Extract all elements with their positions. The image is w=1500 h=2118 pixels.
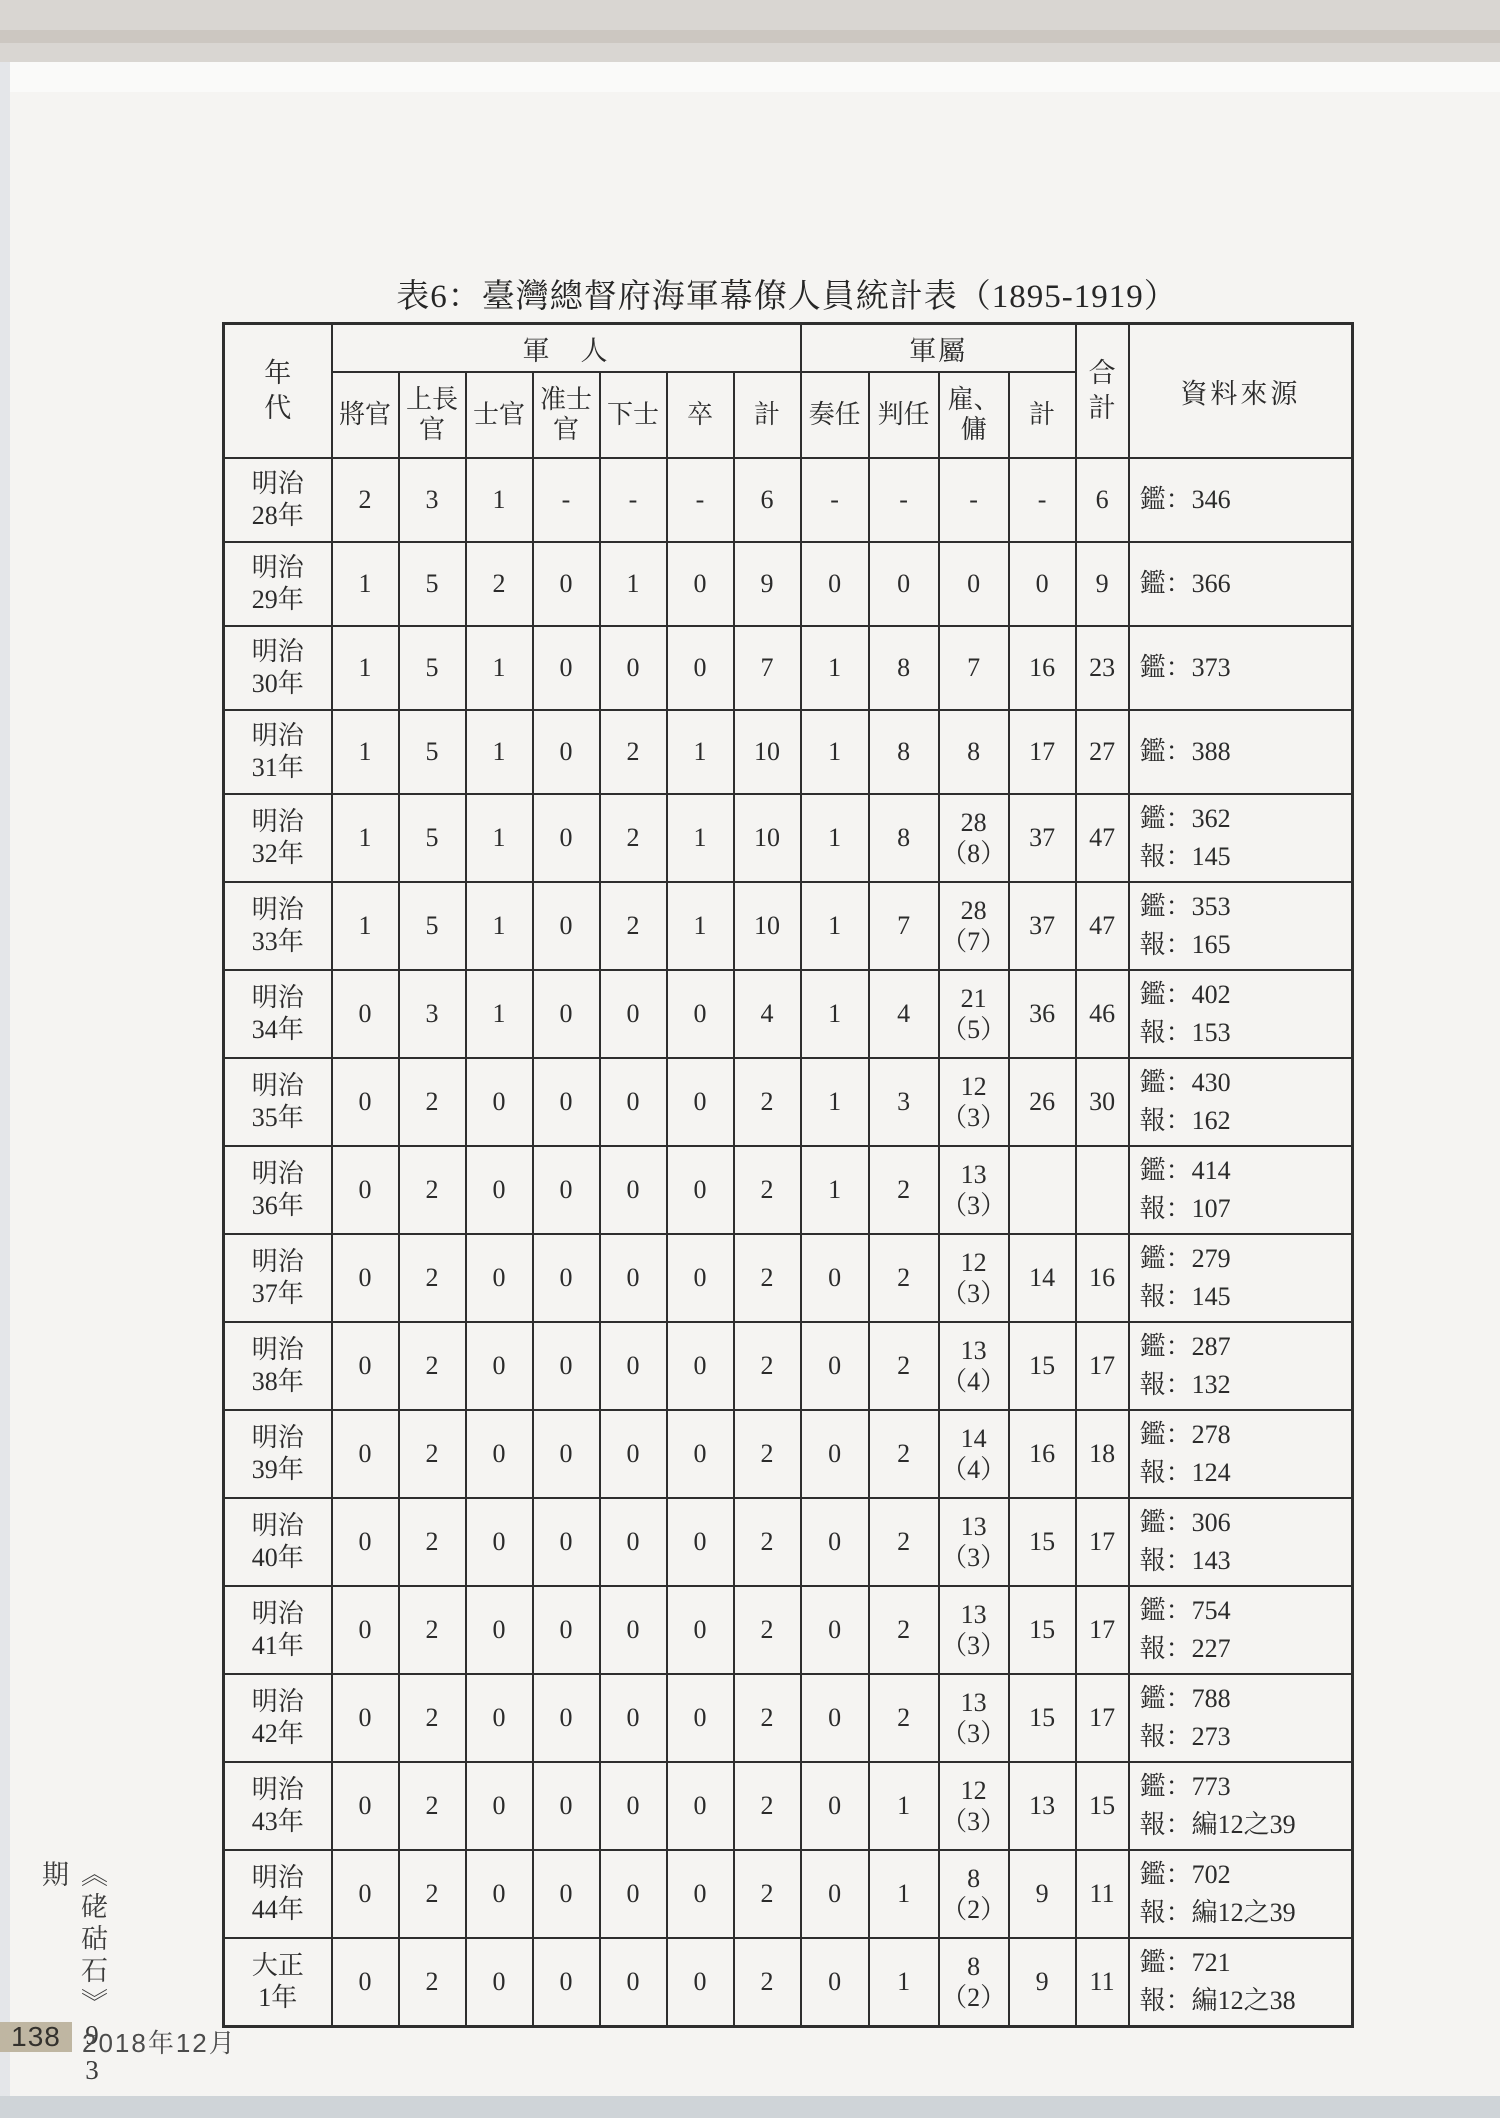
data-cell: 11 <box>1076 1938 1129 2027</box>
table-row <box>224 1762 1353 1850</box>
data-cell: 13 （3） <box>939 1674 1009 1762</box>
data-cell: 30 <box>1076 1058 1129 1146</box>
table-row <box>224 1058 1353 1146</box>
data-cell: 0 <box>533 1498 600 1586</box>
table-row <box>224 970 1353 1058</box>
table-row <box>224 1322 1353 1410</box>
data-cell: 18 <box>1076 1410 1129 1498</box>
data-cell: 0 <box>533 1058 600 1146</box>
data-cell: 2 <box>734 1850 801 1938</box>
data-cell: 3 <box>399 458 466 542</box>
data-cell: 0 <box>533 1410 600 1498</box>
data-cell: 0 <box>667 1938 734 2027</box>
data-cell: 0 <box>466 1586 533 1674</box>
data-cell: 2 <box>869 1234 939 1322</box>
data-cell: 0 <box>600 1146 667 1234</box>
data-cell <box>1076 1146 1129 1234</box>
scan-bottom-edge <box>0 2096 1500 2118</box>
data-cell: 0 <box>332 1674 399 1762</box>
source-cell: 鑑：430 報：162 <box>1129 1058 1353 1146</box>
data-cell: 37 <box>1009 882 1076 970</box>
page-number: 138 <box>11 2021 61 2052</box>
data-cell: 1 <box>332 710 399 794</box>
data-cell: 0 <box>1009 542 1076 626</box>
data-cell: 3 <box>869 1058 939 1146</box>
col-header-employees: 雇、 傭 <box>939 372 1009 458</box>
col-header-grand-total: 合 計 <box>1076 324 1129 459</box>
source-cell: 鑑：754 報：227 <box>1129 1586 1353 1674</box>
data-cell: 9 <box>1076 542 1129 626</box>
data-cell: - <box>801 458 869 542</box>
col-header-general-officers: 將官 <box>332 372 399 458</box>
year-cell: 明治 43年 <box>224 1762 332 1850</box>
data-cell: 47 <box>1076 882 1129 970</box>
data-cell: 2 <box>399 1234 466 1322</box>
year-cell: 明治 28年 <box>224 458 332 542</box>
data-cell: 0 <box>332 1850 399 1938</box>
data-cell: 0 <box>533 1938 600 2027</box>
table-row <box>224 1674 1353 1762</box>
data-cell: 0 <box>801 1938 869 2027</box>
data-cell: 8 <box>939 710 1009 794</box>
data-cell: 0 <box>533 1234 600 1322</box>
data-cell: 9 <box>1009 1938 1076 2027</box>
data-cell: 0 <box>667 1058 734 1146</box>
header-row-groups <box>224 324 1353 373</box>
data-cell: 15 <box>1009 1322 1076 1410</box>
data-cell: 46 <box>1076 970 1129 1058</box>
data-cell: 1 <box>869 1850 939 1938</box>
data-cell: 12 （3） <box>939 1762 1009 1850</box>
data-cell: 1 <box>801 970 869 1058</box>
data-cell: 1 <box>466 970 533 1058</box>
data-cell: 2 <box>600 710 667 794</box>
data-cell: 0 <box>939 542 1009 626</box>
data-cell: 12 （3） <box>939 1058 1009 1146</box>
data-cell: 0 <box>667 1586 734 1674</box>
data-cell: 2 <box>869 1498 939 1586</box>
data-cell: 6 <box>734 458 801 542</box>
data-cell: 2 <box>466 542 533 626</box>
data-cell: 17 <box>1076 1674 1129 1762</box>
source-cell: 鑑：366 <box>1129 542 1353 626</box>
data-cell: 0 <box>801 1234 869 1322</box>
source-cell: 鑑：278 報：124 <box>1129 1410 1353 1498</box>
source-cell: 鑑：279 報：145 <box>1129 1234 1353 1322</box>
data-cell: 2 <box>399 1410 466 1498</box>
data-cell: 8 （2） <box>939 1938 1009 2027</box>
data-cell: 4 <box>869 970 939 1058</box>
data-cell: 13 （3） <box>939 1498 1009 1586</box>
data-cell: 2 <box>734 1498 801 1586</box>
data-cell: 0 <box>466 1674 533 1762</box>
year-cell: 明治 34年 <box>224 970 332 1058</box>
data-cell: 0 <box>667 1850 734 1938</box>
source-cell: 鑑：388 <box>1129 710 1353 794</box>
data-cell: - <box>939 458 1009 542</box>
data-cell: 0 <box>600 1410 667 1498</box>
data-cell: 7 <box>939 626 1009 710</box>
data-cell: 0 <box>466 1146 533 1234</box>
data-cell: 2 <box>600 882 667 970</box>
data-cell <box>1009 1146 1076 1234</box>
data-cell: 0 <box>466 1762 533 1850</box>
scan-left-edge <box>0 62 10 2096</box>
data-cell: 21 （5） <box>939 970 1009 1058</box>
data-cell: 1 <box>466 882 533 970</box>
data-cell: 0 <box>801 1322 869 1410</box>
data-cell: 8 <box>869 626 939 710</box>
data-cell: 2 <box>399 1146 466 1234</box>
data-cell: 1 <box>466 794 533 882</box>
source-cell: 鑑：287 報：132 <box>1129 1322 1353 1410</box>
data-cell: 0 <box>466 1938 533 2027</box>
data-cell: 5 <box>399 626 466 710</box>
data-cell: 2 <box>399 1498 466 1586</box>
data-cell: 0 <box>332 1322 399 1410</box>
data-cell: 2 <box>600 794 667 882</box>
data-cell: 27 <box>1076 710 1129 794</box>
data-cell: 37 <box>1009 794 1076 882</box>
year-cell: 明治 41年 <box>224 1586 332 1674</box>
table-row <box>224 1234 1353 1322</box>
data-cell: - <box>533 458 600 542</box>
data-cell: 0 <box>332 1410 399 1498</box>
data-cell: 1 <box>801 710 869 794</box>
data-cell: - <box>667 458 734 542</box>
data-cell: 1 <box>869 1762 939 1850</box>
data-cell: 0 <box>533 1586 600 1674</box>
data-cell: 2 <box>399 1322 466 1410</box>
year-cell: 明治 42年 <box>224 1674 332 1762</box>
table-row <box>224 710 1353 794</box>
data-cell: 0 <box>533 794 600 882</box>
col-header-military-subtotal: 計 <box>734 372 801 458</box>
data-cell: 0 <box>801 1850 869 1938</box>
data-cell: 0 <box>667 542 734 626</box>
data-cell: 0 <box>801 1762 869 1850</box>
year-cell: 明治 33年 <box>224 882 332 970</box>
data-cell: 1 <box>332 626 399 710</box>
data-cell: 1 <box>466 458 533 542</box>
data-cell: 14 <box>1009 1234 1076 1322</box>
data-cell: 0 <box>600 1762 667 1850</box>
col-header-civilian-subtotal: 計 <box>1009 372 1076 458</box>
data-cell: 17 <box>1009 710 1076 794</box>
year-cell: 明治 40年 <box>224 1498 332 1586</box>
data-cell: 15 <box>1009 1498 1076 1586</box>
data-cell: 14 （4） <box>939 1410 1009 1498</box>
data-cell: 2 <box>734 1410 801 1498</box>
data-cell: 8 （2） <box>939 1850 1009 1938</box>
data-cell: 15 <box>1009 1674 1076 1762</box>
data-cell: 1 <box>332 882 399 970</box>
data-cell: 0 <box>332 1762 399 1850</box>
year-cell: 明治 44年 <box>224 1850 332 1938</box>
year-cell: 明治 32年 <box>224 794 332 882</box>
data-cell: 15 <box>1009 1586 1076 1674</box>
col-header-petty-officers: 士官 <box>466 372 533 458</box>
data-cell: 2 <box>399 1058 466 1146</box>
col-header-year: 年 代 <box>224 324 332 459</box>
data-cell: 10 <box>734 710 801 794</box>
scan-top-edge-shadow <box>0 30 1500 43</box>
data-cell: 5 <box>399 542 466 626</box>
data-cell: 0 <box>667 1762 734 1850</box>
year-cell: 明治 29年 <box>224 542 332 626</box>
year-cell: 明治 39年 <box>224 1410 332 1498</box>
table-row <box>224 1410 1353 1498</box>
year-cell: 明治 31年 <box>224 710 332 794</box>
col-header-ncos: 下士 <box>600 372 667 458</box>
data-cell: 0 <box>332 1938 399 2027</box>
data-cell: 0 <box>533 710 600 794</box>
data-cell: 0 <box>600 970 667 1058</box>
data-cell: 0 <box>332 1058 399 1146</box>
data-cell: 0 <box>667 626 734 710</box>
data-cell: 1 <box>801 1058 869 1146</box>
data-cell: 1 <box>332 542 399 626</box>
table-row <box>224 542 1353 626</box>
col-header-hannin: 判任 <box>869 372 939 458</box>
data-cell: 0 <box>801 1674 869 1762</box>
data-cell: 1 <box>466 710 533 794</box>
data-cell: 2 <box>869 1410 939 1498</box>
source-cell: 鑑：353 報：165 <box>1129 882 1353 970</box>
source-cell: 鑑：362 報：145 <box>1129 794 1353 882</box>
data-cell: 0 <box>600 1058 667 1146</box>
data-cell: 0 <box>332 1498 399 1586</box>
year-cell: 大正 1年 <box>224 1938 332 2027</box>
data-cell: 0 <box>466 1410 533 1498</box>
data-cell: 2 <box>734 1234 801 1322</box>
data-cell: 16 <box>1009 626 1076 710</box>
data-cell: - <box>600 458 667 542</box>
table-row <box>224 1146 1353 1234</box>
data-cell: 0 <box>667 1322 734 1410</box>
data-cell: 5 <box>399 710 466 794</box>
source-cell: 鑑：788 報：273 <box>1129 1674 1353 1762</box>
data-cell: 0 <box>533 1850 600 1938</box>
data-cell: 0 <box>667 1410 734 1498</box>
year-cell: 明治 36年 <box>224 1146 332 1234</box>
col-group-military: 軍 人 <box>332 324 801 373</box>
data-cell: 0 <box>667 1498 734 1586</box>
data-cell: 0 <box>533 1146 600 1234</box>
data-cell: 1 <box>332 794 399 882</box>
data-cell: 6 <box>1076 458 1129 542</box>
source-cell: 鑑：306 報：143 <box>1129 1498 1353 1586</box>
col-header-senior-officers: 上長 官 <box>399 372 466 458</box>
data-cell: 0 <box>332 1586 399 1674</box>
data-cell: 2 <box>399 1762 466 1850</box>
source-cell: 鑑：414 報：107 <box>1129 1146 1353 1234</box>
data-cell: 0 <box>533 970 600 1058</box>
data-cell: 1 <box>466 626 533 710</box>
table-row <box>224 1586 1353 1674</box>
data-cell: 23 <box>1076 626 1129 710</box>
data-cell: 2 <box>399 1674 466 1762</box>
data-cell: 47 <box>1076 794 1129 882</box>
data-cell: 3 <box>399 970 466 1058</box>
data-cell: 1 <box>801 1146 869 1234</box>
data-cell: 0 <box>533 882 600 970</box>
table-row <box>224 1938 1353 2027</box>
source-cell: 鑑：373 <box>1129 626 1353 710</box>
data-cell: 16 <box>1009 1410 1076 1498</box>
table-row <box>224 458 1353 542</box>
table-row <box>224 882 1353 970</box>
data-cell: 0 <box>332 970 399 1058</box>
data-cell: 15 <box>1076 1762 1129 1850</box>
data-cell: 0 <box>600 1674 667 1762</box>
data-cell: 0 <box>801 542 869 626</box>
data-cell: 0 <box>801 1498 869 1586</box>
data-cell: 0 <box>667 1674 734 1762</box>
data-cell: 10 <box>734 794 801 882</box>
data-cell: 2 <box>869 1146 939 1234</box>
table-row <box>224 626 1353 710</box>
data-cell: 28 （7） <box>939 882 1009 970</box>
data-cell: 1 <box>801 626 869 710</box>
data-cell: 2 <box>734 1762 801 1850</box>
data-cell: 0 <box>466 1322 533 1410</box>
source-cell: 鑑：346 <box>1129 458 1353 542</box>
data-cell: 1 <box>600 542 667 626</box>
year-cell: 明治 38年 <box>224 1322 332 1410</box>
data-cell: 5 <box>399 882 466 970</box>
data-cell: 0 <box>600 1234 667 1322</box>
data-cell: 0 <box>600 1938 667 2027</box>
year-cell: 明治 35年 <box>224 1058 332 1146</box>
data-cell: 0 <box>533 1762 600 1850</box>
source-cell: 鑑：402 報：153 <box>1129 970 1353 1058</box>
data-cell: 2 <box>734 1322 801 1410</box>
data-cell: 26 <box>1009 1058 1076 1146</box>
data-cell: 13 <box>1009 1762 1076 1850</box>
data-cell: 0 <box>466 1234 533 1322</box>
data-cell: 0 <box>600 1322 667 1410</box>
data-cell: 2 <box>869 1322 939 1410</box>
data-cell: 2 <box>399 1938 466 2027</box>
col-header-warrant-officers: 准士 官 <box>533 372 600 458</box>
data-cell: 2 <box>869 1586 939 1674</box>
data-cell: 17 <box>1076 1322 1129 1410</box>
data-cell: 10 <box>734 882 801 970</box>
scan-top-highlight <box>0 62 1500 92</box>
data-cell: - <box>869 458 939 542</box>
source-cell: 鑑：721 報：編12之38 <box>1129 1938 1353 2027</box>
source-cell: 鑑：773 報：編12之39 <box>1129 1762 1353 1850</box>
data-cell: 4 <box>734 970 801 1058</box>
data-cell: 2 <box>734 1674 801 1762</box>
data-cell: 0 <box>332 1234 399 1322</box>
data-cell: 0 <box>466 1498 533 1586</box>
data-cell: 0 <box>533 542 600 626</box>
data-cell: 17 <box>1076 1498 1129 1586</box>
page-number-badge <box>0 2022 72 2052</box>
data-cell: 0 <box>600 1850 667 1938</box>
data-cell: 2 <box>734 1058 801 1146</box>
data-cell: 12 （3） <box>939 1234 1009 1322</box>
year-cell: 明治 30年 <box>224 626 332 710</box>
data-cell: 13 （3） <box>939 1146 1009 1234</box>
stats-table <box>222 322 1354 2028</box>
data-cell: 0 <box>600 1586 667 1674</box>
data-cell: 0 <box>869 542 939 626</box>
data-cell: - <box>1009 458 1076 542</box>
data-cell: 13 （4） <box>939 1322 1009 1410</box>
data-cell: 1 <box>869 1938 939 2027</box>
year-cell: 明治 37年 <box>224 1234 332 1322</box>
data-cell: 2 <box>734 1938 801 2027</box>
data-cell: 7 <box>734 626 801 710</box>
data-cell: 17 <box>1076 1586 1129 1674</box>
data-cell: 2 <box>332 458 399 542</box>
col-header-sonin: 奏任 <box>801 372 869 458</box>
data-cell: 11 <box>1076 1850 1129 1938</box>
data-cell: 8 <box>869 710 939 794</box>
data-cell: 5 <box>399 794 466 882</box>
data-cell: 36 <box>1009 970 1076 1058</box>
col-header-source: 資料來源 <box>1129 324 1353 459</box>
data-cell: 0 <box>466 1850 533 1938</box>
data-cell: 1 <box>801 794 869 882</box>
data-cell: 2 <box>399 1586 466 1674</box>
data-cell: 9 <box>734 542 801 626</box>
data-cell: 0 <box>533 1674 600 1762</box>
data-cell: 9 <box>1009 1850 1076 1938</box>
page-title: 表6：臺灣總督府海軍幕僚人員統計表（1895-1919） <box>396 279 1178 315</box>
data-cell: 0 <box>332 1146 399 1234</box>
issue-date: 2018年12月 <box>82 2028 237 2058</box>
table-row <box>224 1498 1353 1586</box>
data-cell: 16 <box>1076 1234 1129 1322</box>
data-cell: 0 <box>533 626 600 710</box>
data-cell: 1 <box>667 710 734 794</box>
data-cell: 0 <box>801 1586 869 1674</box>
data-cell: 0 <box>667 1146 734 1234</box>
data-cell: 28 （8） <box>939 794 1009 882</box>
data-cell: 1 <box>667 882 734 970</box>
data-cell: 0 <box>600 1498 667 1586</box>
col-group-civilian: 軍屬 <box>801 324 1076 373</box>
scan-top-edge <box>0 0 1500 62</box>
col-header-enlisted: 卒 <box>667 372 734 458</box>
data-cell: 1 <box>667 794 734 882</box>
journal-title-vertical: 《硓𥑮石》93期 <box>38 1860 107 2090</box>
data-cell: 2 <box>734 1146 801 1234</box>
data-cell: 2 <box>399 1850 466 1938</box>
data-cell: 0 <box>667 970 734 1058</box>
data-cell: 8 <box>869 794 939 882</box>
data-cell: 0 <box>667 1234 734 1322</box>
data-cell: 1 <box>801 882 869 970</box>
data-cell: 0 <box>466 1058 533 1146</box>
source-cell: 鑑：702 報：編12之39 <box>1129 1850 1353 1938</box>
data-cell: 2 <box>869 1674 939 1762</box>
data-cell: 7 <box>869 882 939 970</box>
data-cell: 2 <box>734 1586 801 1674</box>
data-cell: 0 <box>600 626 667 710</box>
table-row <box>224 1850 1353 1938</box>
data-cell: 0 <box>801 1410 869 1498</box>
data-cell: 0 <box>533 1322 600 1410</box>
data-cell: 13 （3） <box>939 1586 1009 1674</box>
table-row <box>224 794 1353 882</box>
